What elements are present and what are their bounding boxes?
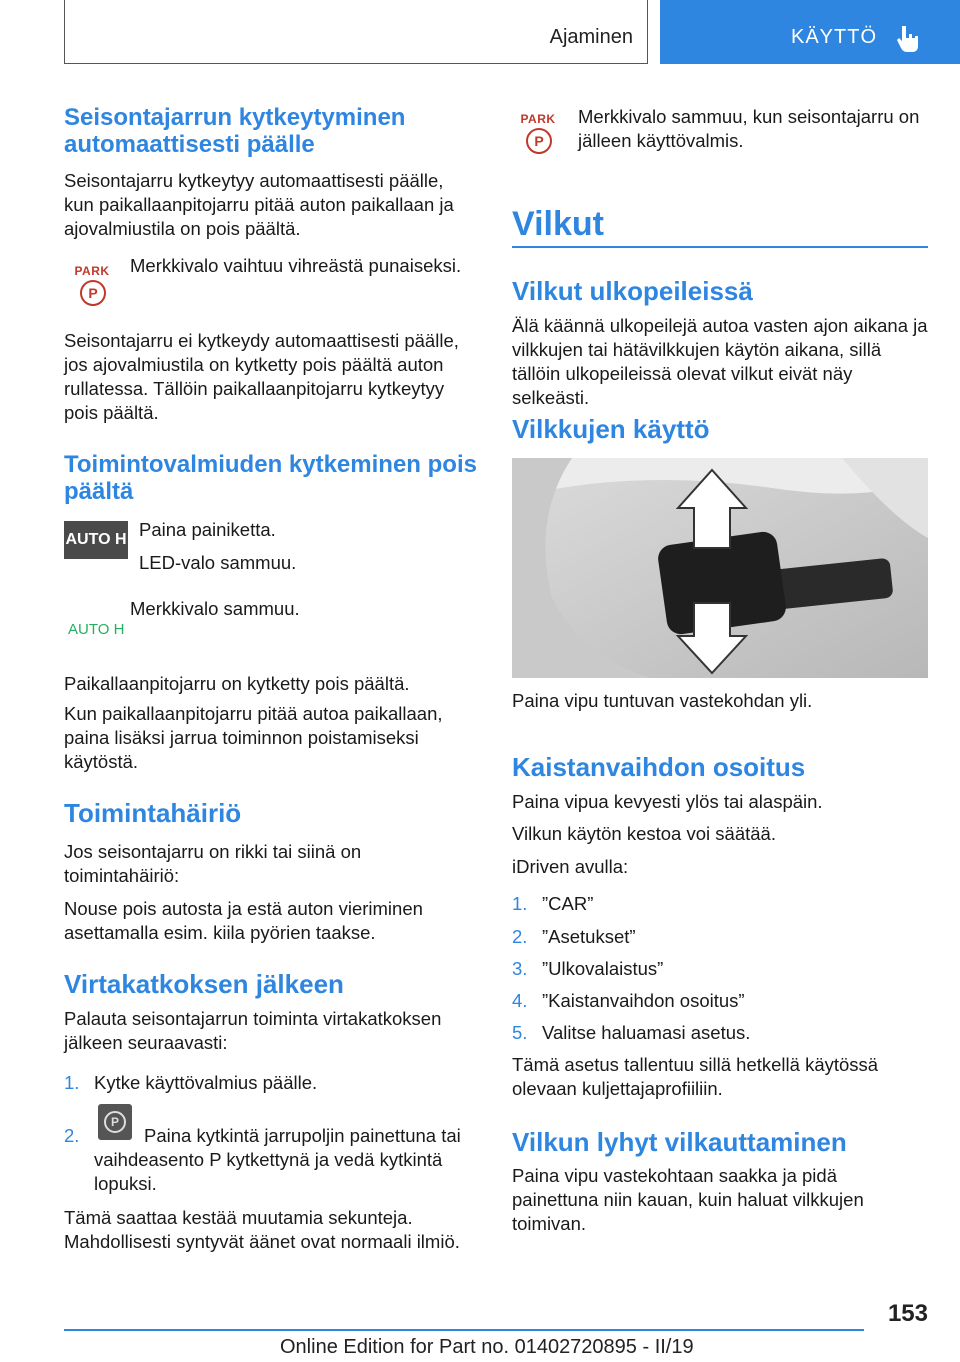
heading-use: Vilkkujen käyttö xyxy=(512,414,710,444)
footer-divider xyxy=(64,1329,864,1331)
paragraph-wait: Tämä saattaa kestää muutamia sekunteja. Mahdollisesti syntyvät äänet ovat normaali ilmiö. xyxy=(64,1207,460,1252)
list-text: ”Ulkovalaistus” xyxy=(542,958,664,979)
list-text: Kytke käyttövalmius päälle. xyxy=(94,1072,318,1093)
header-section-box xyxy=(64,0,648,64)
heading-vilkut: Vilkut xyxy=(512,205,604,243)
heading-auto-on: Seisontajarrun kytkeytyminen automaattisesti päälle xyxy=(64,104,406,158)
paragraph-saved: Tämä asetus tallentuu sillä hetkellä käytössä olevaan kuljettajaprofiiliin. xyxy=(512,1054,879,1099)
paragraph-hold-brake: Kun paikallaanpitojarru pitää autoa paikallaan, paina lisäksi jarrua toiminnon poistamiseksi käytöstä. xyxy=(64,703,443,772)
list-item xyxy=(64,1071,478,1097)
header-section-title: Ajaminen xyxy=(549,26,633,48)
paragraph-lane-2: Vilkun käytön kestoa voi säätää. xyxy=(512,823,776,844)
park-brake-red-icon: PARK P xyxy=(518,112,558,156)
turn-signal-lever-image xyxy=(512,458,928,678)
header-chapter-title: KÄYTTÖ xyxy=(791,26,878,48)
heading-fault: Toimintahäiriö xyxy=(64,798,242,828)
list-number: 2. xyxy=(512,926,528,947)
paragraph-mirror: Älä käännä ulkopeilejä autoa vasten ajon aikana ja vilkkujen tai hätävilkkujen käytön aikana, sillä tällöin ulkopeileissä olevat vilkut eivät näy selkeästi. xyxy=(512,315,928,408)
list-number: 5. xyxy=(512,1022,528,1043)
list-text: ”Kaistanvaihdon osoitus” xyxy=(542,990,745,1011)
park-icon-label: PARK xyxy=(74,264,110,278)
list-item xyxy=(512,892,928,918)
list-number: 1. xyxy=(64,1072,80,1093)
list-number: 3. xyxy=(512,958,528,979)
park-icon-label: PARK xyxy=(520,112,556,126)
auto-h-green-indicator-icon: AUTO H xyxy=(68,621,125,638)
list-item xyxy=(512,989,928,1015)
paragraph-press-button: Paina painiketta. xyxy=(139,519,276,540)
paragraph-not-on: Seisontajarru ei kytkeydy automaattisesti päälle, jos ajovalmiustila on kytketty pois päältä auton rullatessa. Tällöin paikallaanpitojarru kytkeytyy pois päältä. xyxy=(64,330,459,423)
heading-readiness-off: Toimintovalmiuden kytkeminen pois päältä xyxy=(64,451,477,505)
list-item xyxy=(512,957,928,983)
paragraph-press-lever: Paina vipu tuntuvan vastekohdan yli. xyxy=(512,690,813,711)
hand-pointer-icon xyxy=(896,24,922,54)
list-item xyxy=(512,1021,928,1047)
paragraph-auto-on: Seisontajarru kytkeytyy automaattisesti päälle, kun paikallaanpitojarru pitää auton paikallaan ja ajovalmiustila on pois päältä. xyxy=(64,170,454,239)
header-chapter-tab[interactable] xyxy=(660,0,960,64)
paragraph-fault-2: Nouse pois autosta ja estä auton vieriminen asettamalla esim. kiila pyörien taakse. xyxy=(64,898,423,943)
paragraph-light-off-ready: Merkkivalo sammuu, kun seisontajarru on jälleen käyttövalmis. xyxy=(578,106,920,151)
paragraph-led-off: LED-valo sammuu. xyxy=(139,552,297,573)
heading-mirror-indicators: Vilkut ulkopeileissä xyxy=(512,276,753,306)
park-brake-red-icon: PARK P xyxy=(72,264,112,308)
paragraph-lane-1: Paina vipua kevyesti ylös tai alaspäin. xyxy=(512,791,823,812)
heading-lane-change: Kaistanvaihdon osoitus xyxy=(512,752,806,782)
footer-edition: Online Edition for Part no. 01402720895 - II/19 xyxy=(280,1336,694,1358)
paragraph-light-off: Merkkivalo sammuu. xyxy=(130,598,300,619)
list-text: ”CAR” xyxy=(542,893,594,914)
page-number: 153 xyxy=(887,1300,928,1327)
parking-brake-switch-icon: P xyxy=(98,1104,132,1140)
list-text: ”Asetukset” xyxy=(542,926,636,947)
heading-after-power-loss: Virtakatkoksen jälkeen xyxy=(64,969,344,999)
list-text: Valitse haluamasi asetus. xyxy=(542,1022,751,1043)
auto-h-button-icon: AUTO H xyxy=(64,521,128,559)
paragraph-fault-1: Jos seisontajarru on rikki tai siinä on toimintahäiriö: xyxy=(64,841,362,886)
list-number: 2. xyxy=(64,1125,80,1146)
paragraph-hold-off: Paikallaanpitojarru on kytketty pois päältä. xyxy=(64,673,410,694)
list-item xyxy=(512,925,928,951)
heading-divider xyxy=(512,246,928,248)
heading-short-flash: Vilkun lyhyt vilkauttaminen xyxy=(512,1127,847,1157)
paragraph-power: Palauta seisontajarrun toiminta virtakatkoksen jälkeen seuraavasti: xyxy=(64,1008,442,1053)
list-number: 4. xyxy=(512,990,528,1011)
paragraph-lane-3: iDriven avulla: xyxy=(512,856,629,877)
list-number: 1. xyxy=(512,893,528,914)
paragraph-short-flash: Paina vipu vastekohtaan saakka ja pidä painettuna niin kauan, kuin haluat vilkkujen toimivan. xyxy=(512,1165,864,1234)
list-text: Paina kytkintä jarrupoljin painettuna tai vaihdeasento P kytkettynä ja vedä kytkintä lopuksi. xyxy=(94,1125,461,1194)
list-item xyxy=(64,1104,478,1200)
paragraph-light-change: Merkkivalo vaihtuu vihreästä punaiseksi. xyxy=(130,255,462,276)
